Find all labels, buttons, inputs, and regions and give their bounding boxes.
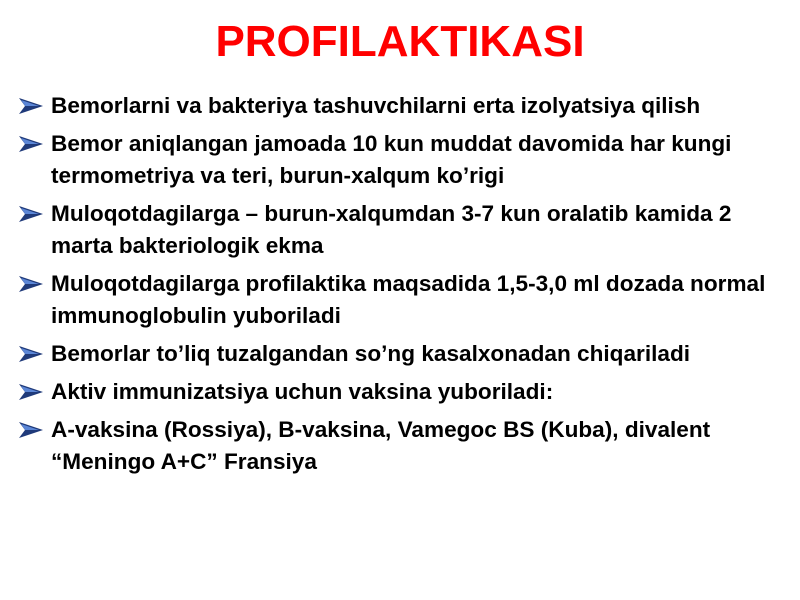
arrow-bullet-icon (18, 135, 44, 153)
bullet-text: Bemorlarni va bakteriya tashuvchilarni erta izolyatsiya qilish (51, 93, 701, 118)
arrow-bullet-icon (18, 97, 44, 115)
bullet-item (18, 414, 788, 478)
bullet-text: Aktiv immunizatsiya uchun vaksina yuboriladi: (51, 379, 554, 404)
arrow-bullet-icon (18, 383, 44, 401)
slide-title: PROFILAKTIKASI (215, 17, 585, 66)
bullet-text: Muloqotdagilarga – burun-xalqumdan 3-7 kun oralatib kamida 2 marta bakteriologik ekma (51, 201, 732, 258)
arrow-bullet-icon (18, 205, 44, 223)
bullet-item (18, 128, 788, 192)
bullet-text: Bemor aniqlangan jamoada 10 kun muddat davomida har kungi termometriya va teri, burun-xalqum ko’rigi (51, 131, 732, 188)
bullet-item (18, 198, 788, 262)
bullet-text: Muloqotdagilarga profilaktika maqsadida 1,5-3,0 ml dozada normal immunoglobulin yuboriladi (51, 271, 766, 328)
bullet-item (18, 268, 788, 332)
bullet-item (18, 90, 788, 122)
arrow-bullet-icon (18, 421, 44, 439)
arrow-bullet-icon (18, 275, 44, 293)
bullet-text: A-vaksina (Rossiya), B-vaksina, Vamegoc BS (Kuba), divalent “Meningo A+C” Fransiya (51, 417, 711, 474)
bullet-item (18, 338, 788, 370)
arrow-bullet-icon (18, 345, 44, 363)
bullet-text: Bemorlar to’liq tuzalgandan so’ng kasalxonadan chiqariladi (51, 341, 691, 366)
bullet-list (18, 90, 788, 484)
bullet-item (18, 376, 788, 408)
